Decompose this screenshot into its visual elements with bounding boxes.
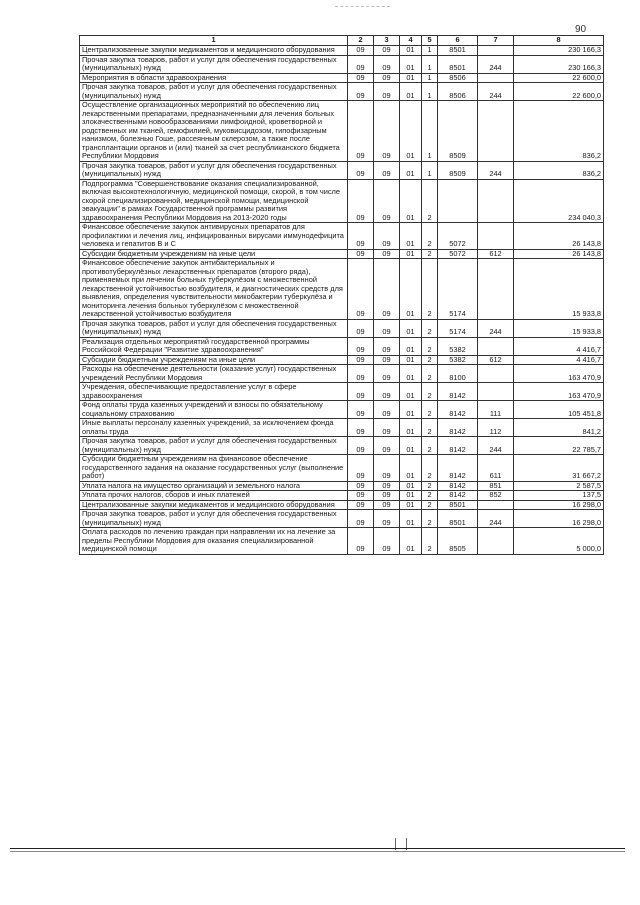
target-code-cell: 8506 <box>438 83 478 101</box>
amount-cell: 5 000,0 <box>514 528 604 555</box>
amount-cell: 163 470,9 <box>514 365 604 383</box>
subsection-code-cell: 01 <box>400 491 422 501</box>
amount-cell: 2 587,5 <box>514 481 604 491</box>
section-code-cell: 09 <box>374 101 400 162</box>
chapter-code-cell: 09 <box>348 355 374 365</box>
program-code-cell: 1 <box>422 161 438 179</box>
target-code-cell: 8501 <box>438 500 478 510</box>
amount-cell: 26 143,8 <box>514 223 604 250</box>
program-code-cell: 1 <box>422 83 438 101</box>
chapter-code-cell: 09 <box>348 319 374 337</box>
program-code-cell: 2 <box>422 365 438 383</box>
expense-type-code-cell <box>478 101 514 162</box>
table-row <box>80 73 604 83</box>
program-code-cell: 2 <box>422 510 438 528</box>
table-row <box>80 55 604 73</box>
amount-cell: 31 667,2 <box>514 455 604 482</box>
item-name-cell: Уплата прочих налогов, сборов и иных платежей <box>80 491 348 501</box>
chapter-code-cell: 09 <box>348 419 374 437</box>
expense-type-code-cell: 244 <box>478 83 514 101</box>
section-code-cell: 09 <box>374 365 400 383</box>
section-code-cell: 09 <box>374 500 400 510</box>
item-name-cell: Субсидии бюджетным учреждениям на финансовое обеспечение государственного задания на оказание государственных услуг (выполнение работ) <box>80 455 348 482</box>
chapter-code-cell: 09 <box>348 55 374 73</box>
amount-cell: 230 166,3 <box>514 46 604 56</box>
table-row <box>80 419 604 437</box>
table-row <box>80 528 604 555</box>
chapter-code-cell: 09 <box>348 337 374 355</box>
target-code-cell: 8142 <box>438 481 478 491</box>
section-code-cell: 09 <box>374 319 400 337</box>
table-row <box>80 401 604 419</box>
amount-cell: 841,2 <box>514 419 604 437</box>
program-code-cell: 2 <box>422 455 438 482</box>
section-code-cell: 09 <box>374 337 400 355</box>
section-code-cell: 09 <box>374 419 400 437</box>
amount-cell: 836,2 <box>514 161 604 179</box>
chapter-code-cell: 09 <box>348 249 374 259</box>
table-row <box>80 355 604 365</box>
amount-cell: 26 143,8 <box>514 249 604 259</box>
amount-cell: 22 600,0 <box>514 73 604 83</box>
table-row <box>80 161 604 179</box>
chapter-code-cell: 09 <box>348 455 374 482</box>
footer-rule-secondary <box>10 851 625 852</box>
amount-cell: 836,2 <box>514 101 604 162</box>
subsection-code-cell: 01 <box>400 319 422 337</box>
chapter-code-cell: 09 <box>348 383 374 401</box>
item-name-cell: Субсидии бюджетным учреждениям на иные цели <box>80 249 348 259</box>
expense-type-code-cell: 244 <box>478 161 514 179</box>
expense-type-code-cell: 111 <box>478 401 514 419</box>
target-code-cell: 8509 <box>438 101 478 162</box>
section-code-cell: 09 <box>374 510 400 528</box>
subsection-code-cell: 01 <box>400 510 422 528</box>
section-code-cell: 09 <box>374 401 400 419</box>
chapter-code-cell: 09 <box>348 500 374 510</box>
column-header-8: 8 <box>514 36 604 46</box>
item-name-cell: Уплата налога на имущество организаций и земельного налога <box>80 481 348 491</box>
table-row <box>80 383 604 401</box>
column-header-2: 2 <box>348 36 374 46</box>
expense-type-code-cell <box>478 337 514 355</box>
table-row <box>80 259 604 320</box>
column-header-1: 1 <box>80 36 348 46</box>
program-code-cell: 2 <box>422 383 438 401</box>
subsection-code-cell: 01 <box>400 365 422 383</box>
table-row <box>80 500 604 510</box>
subsection-code-cell: 01 <box>400 179 422 223</box>
program-code-cell: 2 <box>422 419 438 437</box>
item-name-cell: Учреждения, обеспечивающие предоставление услуг в сфере здравоохранения <box>80 383 348 401</box>
column-header-3: 3 <box>374 36 400 46</box>
target-code-cell: 8142 <box>438 455 478 482</box>
item-name-cell: Реализация отдельных мероприятий государственной программы Российской Федерации "Развитие здравоохранения" <box>80 337 348 355</box>
target-code-cell: 5382 <box>438 355 478 365</box>
target-code-cell: 5174 <box>438 259 478 320</box>
subsection-code-cell: 01 <box>400 73 422 83</box>
item-name-cell: Фонд оплаты труда казенных учреждений и взносы по обязательному социальному страхованию <box>80 401 348 419</box>
subsection-code-cell: 01 <box>400 383 422 401</box>
program-code-cell: 2 <box>422 259 438 320</box>
expense-type-code-cell: 611 <box>478 455 514 482</box>
expense-type-code-cell <box>478 223 514 250</box>
subsection-code-cell: 01 <box>400 223 422 250</box>
expense-type-code-cell: 852 <box>478 491 514 501</box>
item-name-cell: Мероприятия в области здравоохранения <box>80 73 348 83</box>
table-row <box>80 455 604 482</box>
expense-type-code-cell: 244 <box>478 319 514 337</box>
section-code-cell: 09 <box>374 455 400 482</box>
table-row <box>80 491 604 501</box>
program-code-cell: 2 <box>422 528 438 555</box>
expense-type-code-cell: 112 <box>478 419 514 437</box>
program-code-cell: 1 <box>422 73 438 83</box>
subsection-code-cell: 01 <box>400 437 422 455</box>
amount-cell: 230 166,3 <box>514 55 604 73</box>
expense-type-code-cell <box>478 383 514 401</box>
subsection-code-cell: 01 <box>400 337 422 355</box>
chapter-code-cell: 09 <box>348 510 374 528</box>
chapter-code-cell: 09 <box>348 491 374 501</box>
column-header-7: 7 <box>478 36 514 46</box>
program-code-cell: 1 <box>422 101 438 162</box>
program-code-cell: 2 <box>422 337 438 355</box>
target-code-cell: 5382 <box>438 337 478 355</box>
section-code-cell: 09 <box>374 55 400 73</box>
item-name-cell: Расходы на обеспечение деятельности (оказание услуг) государственных учреждений Республики Мордовия <box>80 365 348 383</box>
table-header-row <box>80 36 604 46</box>
amount-cell: 4 416,7 <box>514 355 604 365</box>
target-code-cell: 5174 <box>438 319 478 337</box>
target-code-cell: 8501 <box>438 46 478 56</box>
subsection-code-cell: 01 <box>400 419 422 437</box>
table-body <box>80 46 604 555</box>
program-code-cell: 2 <box>422 481 438 491</box>
amount-cell: 15 933,8 <box>514 259 604 320</box>
table-row <box>80 83 604 101</box>
item-name-cell: Централизованные закупки медикаментов и медицинского оборудования <box>80 500 348 510</box>
amount-cell: 22 600,0 <box>514 83 604 101</box>
item-name-cell: Прочая закупка товаров, работ и услуг для обеспечения государственных (муниципальных) нужд <box>80 319 348 337</box>
amount-cell: 16 298,0 <box>514 510 604 528</box>
chapter-code-cell: 09 <box>348 401 374 419</box>
column-header-5: 5 <box>422 36 438 46</box>
chapter-code-cell: 09 <box>348 73 374 83</box>
program-code-cell: 2 <box>422 401 438 419</box>
chapter-code-cell: 09 <box>348 365 374 383</box>
program-code-cell: 2 <box>422 500 438 510</box>
budget-table <box>79 35 604 555</box>
expense-type-code-cell <box>478 73 514 83</box>
expense-type-code-cell <box>478 528 514 555</box>
subsection-code-cell: 01 <box>400 355 422 365</box>
target-code-cell: 8509 <box>438 161 478 179</box>
chapter-code-cell: 09 <box>348 259 374 320</box>
footer-rule <box>10 848 625 849</box>
table-row <box>80 437 604 455</box>
target-code-cell <box>438 179 478 223</box>
table-row <box>80 319 604 337</box>
chapter-code-cell: 09 <box>348 223 374 250</box>
item-name-cell: Централизованные закупки медикаментов и медицинского оборудования <box>80 46 348 56</box>
program-code-cell: 2 <box>422 437 438 455</box>
target-code-cell: 8501 <box>438 55 478 73</box>
subsection-code-cell: 01 <box>400 46 422 56</box>
amount-cell: 22 785,7 <box>514 437 604 455</box>
subsection-code-cell: 01 <box>400 161 422 179</box>
chapter-code-cell: 09 <box>348 481 374 491</box>
table-row <box>80 179 604 223</box>
section-code-cell: 09 <box>374 179 400 223</box>
target-code-cell: 8142 <box>438 437 478 455</box>
amount-cell: 4 416,7 <box>514 337 604 355</box>
item-name-cell: Прочая закупка товаров, работ и услуг для обеспечения государственных (муниципальных) нужд <box>80 437 348 455</box>
page-number: 90 <box>575 24 587 35</box>
chapter-code-cell: 09 <box>348 46 374 56</box>
program-code-cell: 1 <box>422 55 438 73</box>
scan-mark <box>335 6 390 8</box>
section-code-cell: 09 <box>374 491 400 501</box>
target-code-cell: 8505 <box>438 528 478 555</box>
table-row <box>80 481 604 491</box>
section-code-cell: 09 <box>374 161 400 179</box>
subsection-code-cell: 01 <box>400 249 422 259</box>
expense-type-code-cell: 851 <box>478 481 514 491</box>
target-code-cell: 5072 <box>438 249 478 259</box>
chapter-code-cell: 09 <box>348 83 374 101</box>
expense-type-code-cell <box>478 179 514 223</box>
item-name-cell: Прочая закупка товаров, работ и услуг для обеспечения государственных (муниципальных) нужд <box>80 55 348 73</box>
section-code-cell: 09 <box>374 383 400 401</box>
expense-type-code-cell <box>478 500 514 510</box>
expense-type-code-cell: 244 <box>478 437 514 455</box>
target-code-cell: 8506 <box>438 73 478 83</box>
item-name-cell: Прочая закупка товаров, работ и услуг для обеспечения государственных (муниципальных) нужд <box>80 161 348 179</box>
amount-cell: 137,5 <box>514 491 604 501</box>
chapter-code-cell: 09 <box>348 179 374 223</box>
section-code-cell: 09 <box>374 481 400 491</box>
item-name-cell: Подпрограмма "Совершенствование оказания специализированной, включая высокотехнологичную, медицинской помощи, скорой, в том числе скорой специализированной, медицинской помощи, медицинской эвакуации" в рамках Государственной программы развития здравоохранения Республики Мордовия на 2013-2020 годы <box>80 179 348 223</box>
expense-type-code-cell: 612 <box>478 355 514 365</box>
subsection-code-cell: 01 <box>400 401 422 419</box>
column-header-6: 6 <box>438 36 478 46</box>
chapter-code-cell: 09 <box>348 101 374 162</box>
program-code-cell: 2 <box>422 319 438 337</box>
section-code-cell: 09 <box>374 355 400 365</box>
item-name-cell: Прочая закупка товаров, работ и услуг для обеспечения государственных (муниципальных) нужд <box>80 510 348 528</box>
subsection-code-cell: 01 <box>400 500 422 510</box>
subsection-code-cell: 01 <box>400 83 422 101</box>
table-row <box>80 365 604 383</box>
program-code-cell: 2 <box>422 491 438 501</box>
table-row <box>80 46 604 56</box>
target-code-cell: 8142 <box>438 491 478 501</box>
amount-cell: 15 933,8 <box>514 319 604 337</box>
section-code-cell: 09 <box>374 249 400 259</box>
expense-type-code-cell: 612 <box>478 249 514 259</box>
chapter-code-cell: 09 <box>348 528 374 555</box>
subsection-code-cell: 01 <box>400 101 422 162</box>
item-name-cell: Иные выплаты персоналу казенных учреждений, за исключением фонда оплаты труда <box>80 419 348 437</box>
section-code-cell: 09 <box>374 46 400 56</box>
target-code-cell: 5072 <box>438 223 478 250</box>
subsection-code-cell: 01 <box>400 455 422 482</box>
table-row <box>80 249 604 259</box>
item-name-cell: Финансовое обеспечение закупок антивирусных препаратов для профилактики и лечения лиц, инфицированных вирусами иммунодефицита человека и гепатитов В и С <box>80 223 348 250</box>
expense-type-code-cell: 244 <box>478 510 514 528</box>
expense-type-code-cell <box>478 46 514 56</box>
program-code-cell: 1 <box>422 46 438 56</box>
column-header-4: 4 <box>400 36 422 46</box>
amount-cell: 105 451,8 <box>514 401 604 419</box>
program-code-cell: 2 <box>422 223 438 250</box>
amount-cell: 163 470,9 <box>514 383 604 401</box>
program-code-cell: 2 <box>422 179 438 223</box>
amount-cell: 16 298,0 <box>514 500 604 510</box>
section-code-cell: 09 <box>374 437 400 455</box>
expense-type-code-cell: 244 <box>478 55 514 73</box>
amount-cell: 234 040,3 <box>514 179 604 223</box>
chapter-code-cell: 09 <box>348 437 374 455</box>
section-code-cell: 09 <box>374 223 400 250</box>
subsection-code-cell: 01 <box>400 259 422 320</box>
section-code-cell: 09 <box>374 259 400 320</box>
table-row <box>80 223 604 250</box>
table-row <box>80 337 604 355</box>
expense-type-code-cell <box>478 259 514 320</box>
item-name-cell: Осуществление организационных мероприятий по обеспечению лиц лекарственными препаратами, предназначенными для лечения больных злокачественными новообразованиями лимфоидной, кроветворной и родственных им тканей, гемофилией, муковисцидозом, гипофизарным нанизмом, болезнью Гоше, рассеянным склерозом, а также после трансплантации органов и (или) тканей за счет республиканского бюджета Республики Мордовия <box>80 101 348 162</box>
item-name-cell: Субсидии бюджетным учреждениям на иные цели <box>80 355 348 365</box>
program-code-cell: 2 <box>422 249 438 259</box>
table-row <box>80 510 604 528</box>
target-code-cell: 8142 <box>438 419 478 437</box>
target-code-cell: 8100 <box>438 365 478 383</box>
item-name-cell: Финансовое обеспечение закупок антибактериальных и противотуберкулёзных лекарственных препаратов (второго ряда), применяемых при лечении больных туберкулёзом с множественной лекарственной устойчивостью возбудителя, и диагностических средств для выявления, определения чувствительности микобактерии туберкулёза и мониторинга лечения больных туберкулёзом с множественной лекарственной устойчивостью возбудителя <box>80 259 348 320</box>
section-code-cell: 09 <box>374 528 400 555</box>
target-code-cell: 8142 <box>438 383 478 401</box>
section-code-cell: 09 <box>374 73 400 83</box>
program-code-cell: 2 <box>422 355 438 365</box>
chapter-code-cell: 09 <box>348 161 374 179</box>
subsection-code-cell: 01 <box>400 55 422 73</box>
subsection-code-cell: 01 <box>400 528 422 555</box>
item-name-cell: Оплата расходов по лечению граждан при направлении их на лечение за пределы Республики Мордовия для оказания специализированной медицинской помощи <box>80 528 348 555</box>
target-code-cell: 8501 <box>438 510 478 528</box>
target-code-cell: 8142 <box>438 401 478 419</box>
table-row <box>80 101 604 162</box>
subsection-code-cell: 01 <box>400 481 422 491</box>
expense-type-code-cell <box>478 365 514 383</box>
section-code-cell: 09 <box>374 83 400 101</box>
item-name-cell: Прочая закупка товаров, работ и услуг для обеспечения государственных (муниципальных) нужд <box>80 83 348 101</box>
